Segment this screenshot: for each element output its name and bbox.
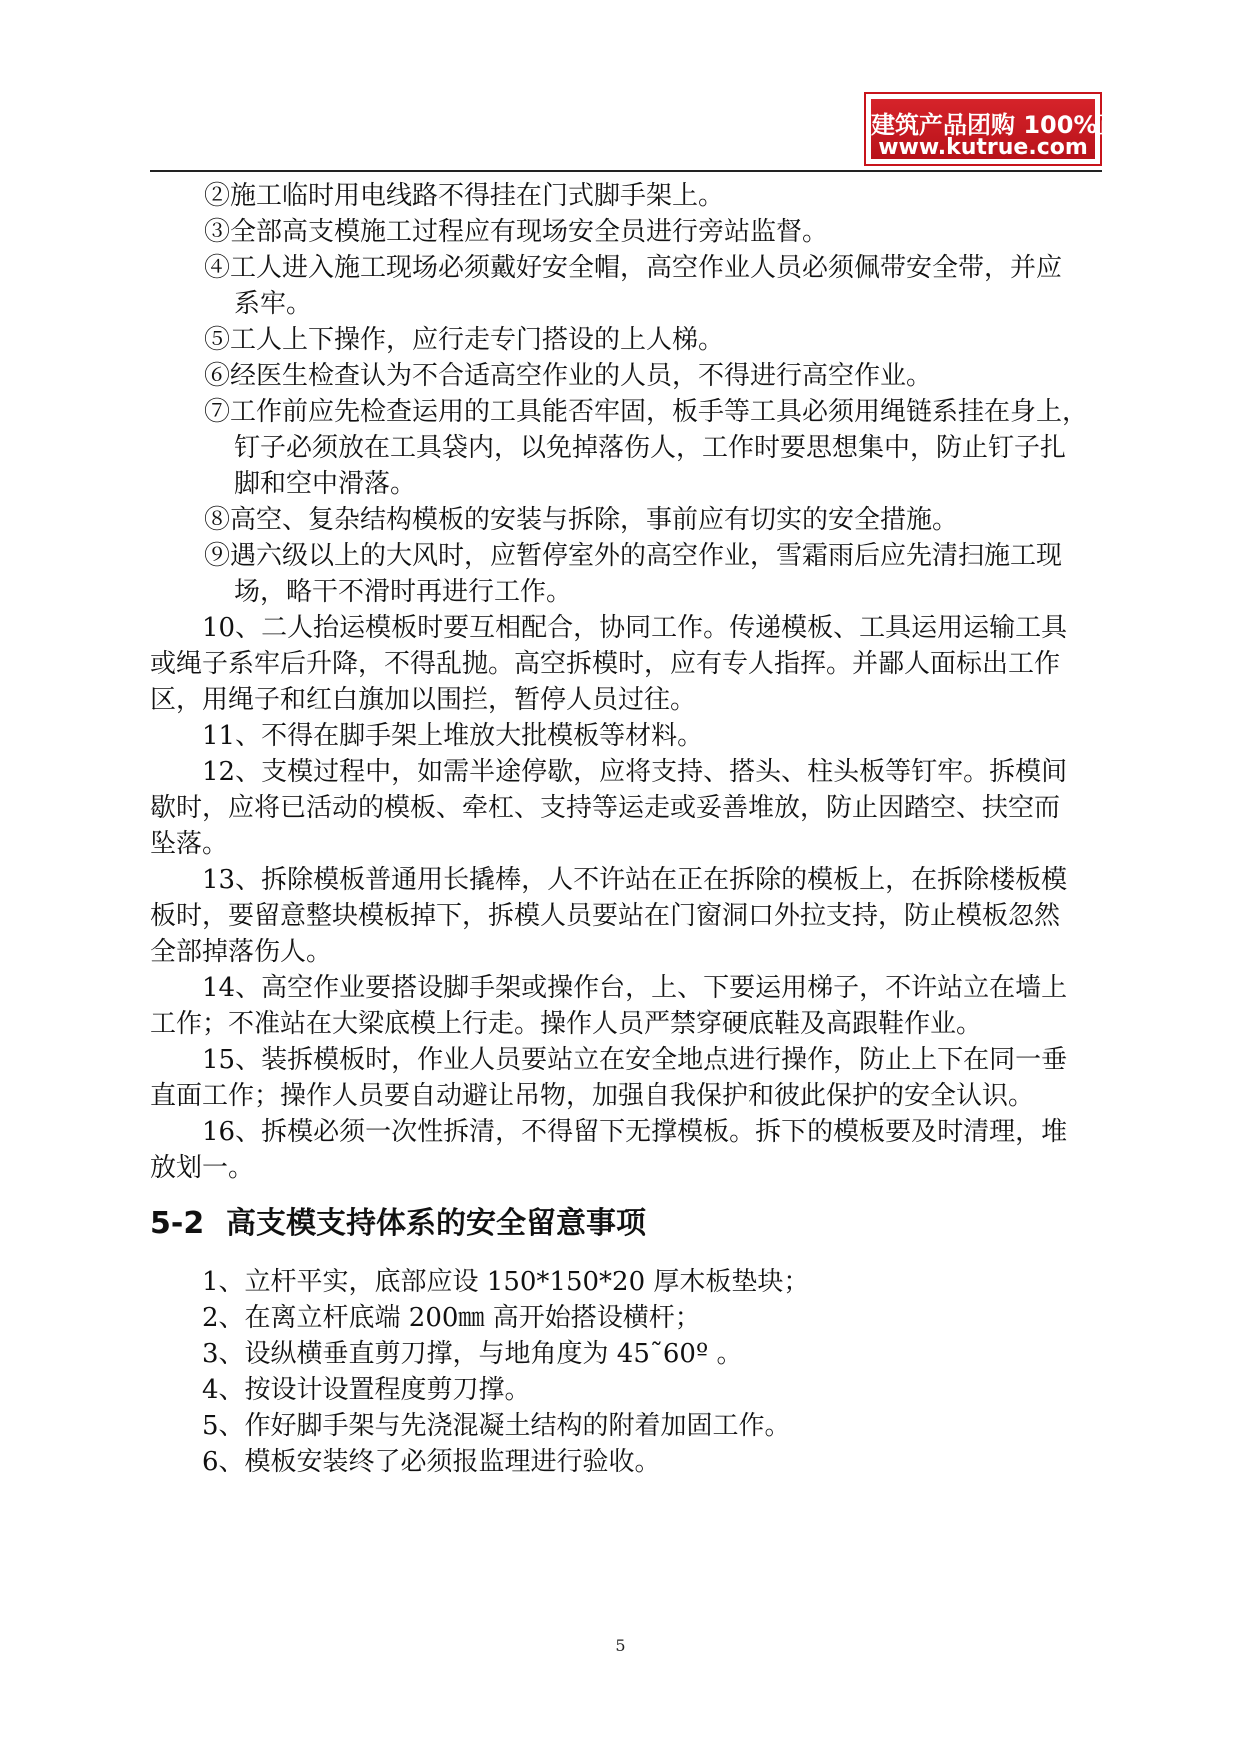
body-line: ⑤工人上下操作，应行走专门搭设的上人梯。 — [204, 325, 725, 355]
header-rule — [150, 170, 1102, 172]
body-line: ⑥经医生检查认为不合适高空作业的人员，不得进行高空作业。 — [204, 361, 933, 391]
section-list-item: 4、按设计设置程度剪刀撑。 — [202, 1375, 531, 1405]
body-line: ⑦工作前应先检查运用的工具能否牢固，板手等工具必须用绳链系挂在身上， — [204, 397, 1089, 427]
section-list-item: 1、立杆平实，底部应设 150*150*20 厚木板垫块； — [202, 1267, 810, 1297]
body-line: 直面工作；操作人员要自动避让吊物，加强自我保护和彼此保护的安全认识。 — [150, 1081, 1035, 1111]
section-list-item: 3、设纵横垂直剪刀撑，与地角度为 45˜60º 。 — [202, 1339, 743, 1369]
section-list-item: 6、模板安装终了必须报监理进行验收。 — [202, 1447, 661, 1477]
body-line: 13、拆除模板普通用长撬棒，人不许站在正在拆除的模板上，在拆除楼板模 — [202, 865, 1068, 895]
body-line: ③全部高支模施工过程应有现场安全员进行旁站监督。 — [204, 217, 829, 247]
section-list-item: 5、作好脚手架与先浇混凝土结构的附着加固工作。 — [202, 1411, 791, 1441]
body-line: 脚和空中滑落。 — [234, 469, 417, 499]
body-line: 工作；不准站在大梁底模上行走。操作人员严禁穿硬底鞋及高跟鞋作业。 — [150, 1009, 983, 1039]
body-line: 或绳子系牢后升降，不得乱抛。高空拆模时，应有专人指挥。并鄙人面标出工作 — [150, 649, 1061, 679]
body-line: 14、高空作业要搭设脚手架或操作台，上、下要运用梯子，不许站立在墙上 — [202, 973, 1068, 1003]
kutrue-logo-stamp — [864, 92, 1146, 166]
body-line: 区，用绳子和红白旗加以围拦，暂停人员过往。 — [150, 685, 697, 715]
body-line: 系牢。 — [234, 289, 313, 319]
body-line: 钉子必须放在工具袋内，以免掉落伤人，工作时要思想集中，防止钉子扎 — [234, 433, 1067, 463]
stamp-slogan: 建筑产品团购 100%正品 — [871, 111, 1146, 139]
stamp-website: www.kutrue.com — [878, 135, 1088, 160]
stamp-background — [871, 99, 1146, 160]
body-line: ②施工临时用电线路不得挂在门式脚手架上。 — [204, 181, 725, 211]
page-number: 5 — [615, 1636, 626, 1655]
body-line: ⑨遇六级以上的大风时，应暂停室外的高空作业，雪霜雨后应先清扫施工现 — [204, 541, 1063, 571]
body-line: 15、装拆模板时，作业人员要站立在安全地点进行操作，防止上下在同一垂 — [202, 1045, 1068, 1075]
body-line: 板时，要留意整块模板掉下，拆模人员要站在门窗洞口外拉支持，防止模板忽然 — [150, 901, 1061, 931]
body-line: ⑧高空、复杂结构模板的安装与拆除，事前应有切实的安全措施。 — [204, 505, 959, 535]
body-line: 12、支模过程中，如需半途停歇，应将支持、搭头、柱头板等钉牢。拆模间 — [202, 757, 1068, 787]
body-line: 歇时，应将已活动的模板、牵杠、支持等运走或妥善堆放，防止因踏空、扶空而 — [150, 793, 1061, 823]
body-line: 坠落。 — [150, 829, 229, 859]
section-heading — [150, 1204, 1100, 1244]
document-body — [150, 178, 1100, 1480]
body-line: 全部掉落伤人。 — [150, 937, 333, 967]
body-line: 16、拆模必须一次性拆清，不得留下无撑模板。拆下的模板要及时清理，堆 — [202, 1117, 1068, 1147]
body-text — [150, 178, 1100, 1186]
section-item-list — [150, 1264, 1100, 1480]
body-line: 11、不得在脚手架上堆放大批模板等材料。 — [202, 721, 704, 751]
body-line: ④工人进入施工现场必须戴好安全帽，高空作业人员必须佩带安全带，并应 — [204, 253, 1063, 283]
section-number: 5-2 — [150, 1206, 205, 1241]
section-list-item: 2、在离立杆底端 200㎜ 高开始搭设横杆； — [202, 1303, 701, 1333]
body-line: 10、二人抬运模板时要互相配合，协同工作。传递模板、工具运用运输工具 — [202, 613, 1068, 643]
body-line: 场，略干不滑时再进行工作。 — [234, 577, 573, 607]
section-title: 高支模支持体系的安全留意事项 — [226, 1206, 646, 1241]
body-line: 放划一。 — [150, 1153, 255, 1183]
